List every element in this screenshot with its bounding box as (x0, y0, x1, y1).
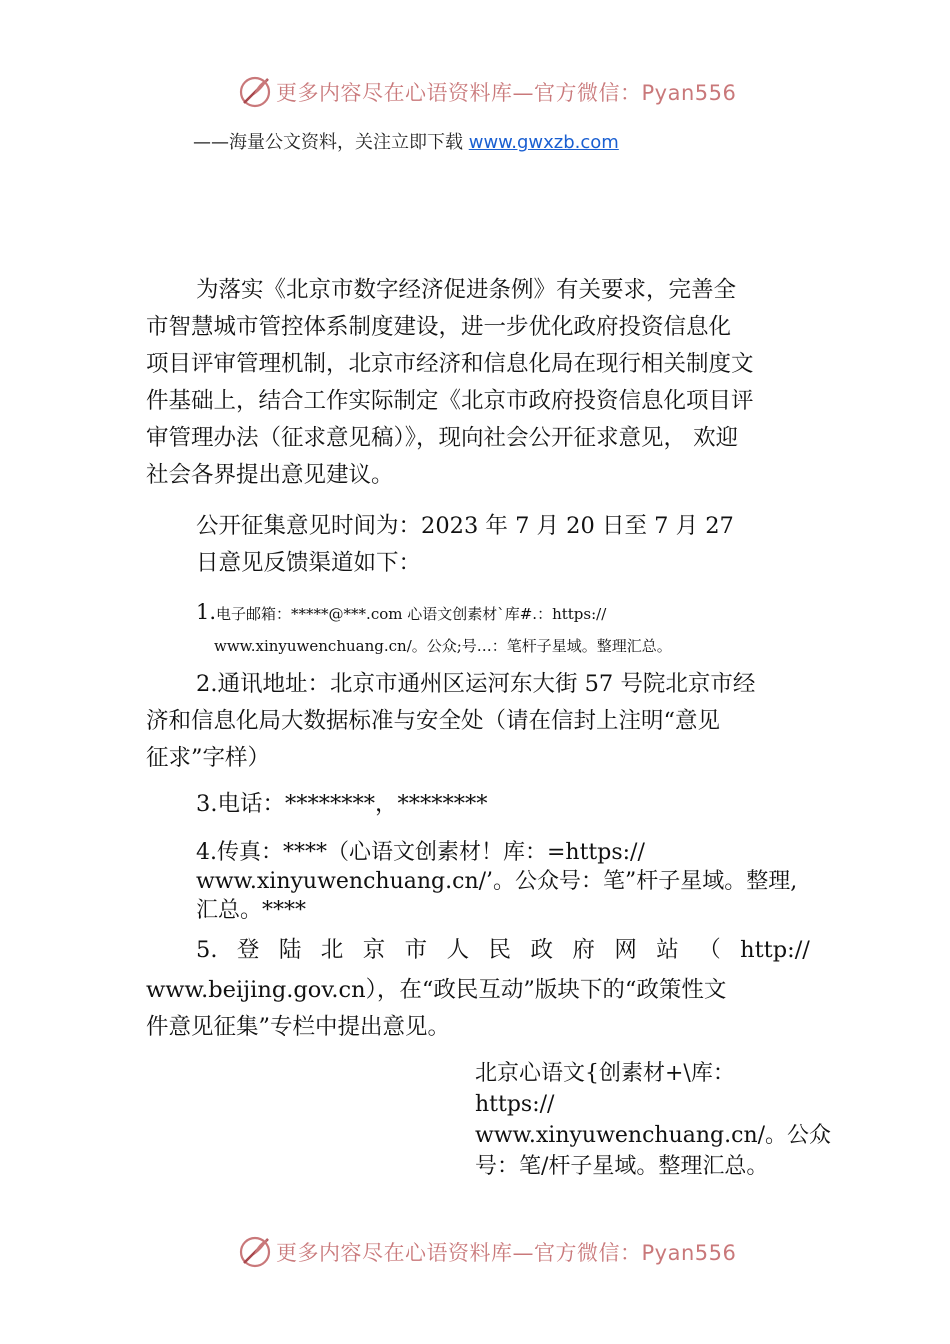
item-address (146, 666, 810, 777)
item-fax (196, 838, 856, 925)
fax-line: www.xinyuwenchuang.cn/’。公众号：笔”杆子星域。整理, (196, 869, 798, 894)
intro-line: 审管理办法（征求意见稿）》，现向社会公开征求意见， 欢迎 (146, 425, 739, 451)
signature-line: https:// (475, 1092, 555, 1117)
item-number: 1. (196, 600, 217, 624)
spread-char: 网 (614, 937, 637, 963)
spread-char: 京 (362, 937, 386, 963)
intro-line: 为落实《北京市数字经济促进条例》有关要求，完善全 (196, 277, 737, 303)
signature-block (475, 1058, 855, 1182)
subheader-text: ——海量公文资料，关注立即下载 (193, 132, 469, 153)
time-line: 公开征集意见时间为：2023 年 7 月 20 日至 7 月 27 (196, 513, 734, 539)
signature-line: www.xinyuwenchuang.cn/。公众 (475, 1123, 832, 1148)
banner-text: 更多内容尽在心语资料库—官方微信：Pyan556 (276, 1241, 737, 1265)
fax-line: 汇总。**** (196, 898, 307, 923)
spread-char: 民 (488, 937, 512, 963)
email-line: 电子邮箱：*****@***.com 心语文创素材`库#.：https:// (216, 605, 607, 623)
quill-logo-icon (238, 1235, 272, 1269)
intro-line: 件基础上，结合工作实际制定《北京市政府投资信息化项目评 (146, 388, 754, 414)
spread-char: http:// (740, 937, 810, 963)
spread-char: 登 (236, 937, 260, 963)
item-phone (196, 786, 860, 823)
spread-char: 市 (404, 937, 428, 963)
spread-char: 北 (320, 937, 344, 963)
intro-paragraph (146, 272, 810, 494)
subheader (193, 128, 619, 154)
spread-char: 政 (530, 937, 553, 963)
banner-text: 更多内容尽在心语资料库—官方微信：Pyan556 (276, 81, 737, 105)
spread-char: 陆 (278, 937, 302, 963)
intro-line: 社会各界提出意见建议。 (146, 462, 394, 488)
fax-line: 4.传真：****（心语文创素材！库：=https:// (196, 840, 645, 865)
item-website (146, 972, 810, 1046)
quill-logo-icon (238, 75, 272, 109)
spread-char: 人 (446, 937, 470, 963)
spread-char: （ (698, 937, 721, 963)
address-line: 2.通讯地址：北京市通州区运河东大街 57 号院北京市经 (196, 671, 756, 697)
intro-line: 项目评审管理机制，北京市经济和信息化局在现行相关制度文 (146, 351, 754, 377)
address-line: 济和信息化局大数据标准与安全处（请在信封上注明“意见 (146, 708, 721, 734)
download-link[interactable]: www.gwxzb.com (468, 132, 619, 153)
email-line: www.xinyuwenchuang.cn/。公众;号…：笔杆子星域。整理汇总。 (214, 637, 672, 655)
spread-char: 5. (196, 937, 218, 963)
intro-line: 市智慧城市管控体系制度建设，进一步优化政府投资信息化 (146, 314, 732, 340)
item-website-first-line (196, 932, 810, 969)
time-paragraph (196, 508, 836, 582)
signature-line: 北京心语文{创素材+\库： (475, 1061, 735, 1086)
phone-line: 3.电话：********，******** (196, 791, 488, 817)
website-line: www.beijing.gov.cn），在“政民互动”版块下的“政策性文 (146, 977, 727, 1003)
top-banner (238, 74, 736, 110)
signature-line: 号：笔/杆子星域。整理汇总。 (475, 1154, 769, 1179)
website-line: 件意见征集”专栏中提出意见。 (146, 1014, 451, 1040)
spread-char: 站 (656, 937, 679, 963)
address-line: 征求”字样） (146, 745, 271, 771)
item-email (196, 596, 816, 662)
time-line: 日意见反馈渠道如下： (196, 550, 422, 576)
spread-char: 府 (572, 937, 595, 963)
bottom-banner (238, 1234, 736, 1270)
